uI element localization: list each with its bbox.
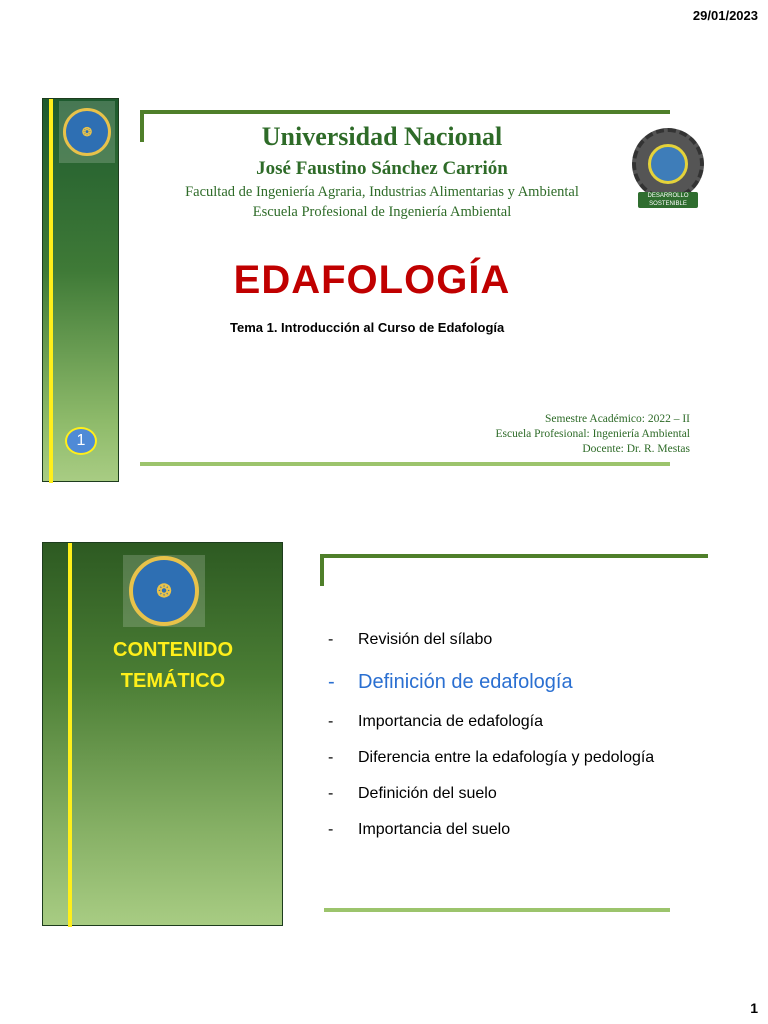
teacher-info: Docente: Dr. R. Mestas [582, 443, 690, 455]
slide-1 [42, 98, 692, 484]
university-seal-icon: ❂ [129, 556, 199, 626]
course-title: EDAFOLOGÍA [233, 258, 511, 302]
faculty-gear-logo [630, 126, 710, 210]
list-bullet: - [328, 749, 334, 766]
top-rule [320, 554, 708, 558]
topic-title: Tema 1. Introducción al Curso de Edafología [230, 320, 505, 335]
slide-number-badge: 1 [65, 427, 97, 455]
list-item-text: Diferencia entre la edafología y pedología [358, 749, 655, 766]
section-title-line-2: TEMÁTICO [120, 670, 226, 692]
list-bullet: - [328, 671, 335, 693]
sidebar-yellow-line [68, 543, 72, 927]
list-item [328, 631, 492, 649]
list-item-text: Revisión del sílabo [358, 631, 493, 648]
school-name: Escuela Profesional de Ingeniería Ambiental [252, 204, 512, 220]
list-item-highlighted [328, 671, 573, 694]
semester-info: Semestre Académico: 2022 – II [545, 413, 690, 425]
list-item-text: Importancia de edafología [358, 713, 544, 730]
list-item [328, 821, 510, 839]
list-item-text: Importancia del suelo [358, 821, 511, 838]
page-number: 1 [750, 1000, 758, 1016]
bottom-rule [140, 462, 670, 466]
university-name: José Faustino Sánchez Carrión [256, 158, 508, 179]
faculty-gear-logo-icon [632, 128, 704, 200]
university-seal-box [123, 555, 205, 627]
slide-1-sidebar [42, 98, 119, 482]
program-info: Escuela Profesional: Ingeniería Ambiental [495, 428, 690, 440]
bottom-rule [324, 908, 670, 912]
top-rule-tick [140, 110, 144, 142]
sidebar-yellow-line [49, 99, 53, 483]
section-title-line-1: CONTENIDO [113, 639, 233, 661]
list-bullet: - [328, 631, 334, 648]
top-rule [140, 110, 670, 114]
slide-2 [42, 542, 712, 928]
list-bullet: - [328, 785, 334, 802]
gear-center-emblem [648, 144, 688, 184]
top-rule-tick [320, 554, 324, 586]
slide-2-sidebar [42, 542, 283, 926]
list-bullet: - [328, 713, 334, 730]
list-item [328, 749, 654, 767]
document-date: 29/01/2023 [692, 8, 758, 23]
list-bullet: - [328, 821, 334, 838]
section-title [83, 635, 263, 697]
gear-ribbon-text: DESARROLLO SOSTENIBLE [638, 192, 698, 208]
list-item [328, 713, 543, 731]
list-item-text: Definición del suelo [358, 785, 497, 802]
list-item-text: Definición de edafología [358, 671, 573, 693]
university-seal-box [59, 101, 115, 163]
faculty-name: Facultad de Ingeniería Agraria, Industrias Alimentarias y Ambiental [185, 184, 579, 200]
university-title: Universidad Nacional [261, 122, 503, 151]
university-seal-icon: ❂ [63, 108, 111, 156]
list-item [328, 785, 497, 803]
